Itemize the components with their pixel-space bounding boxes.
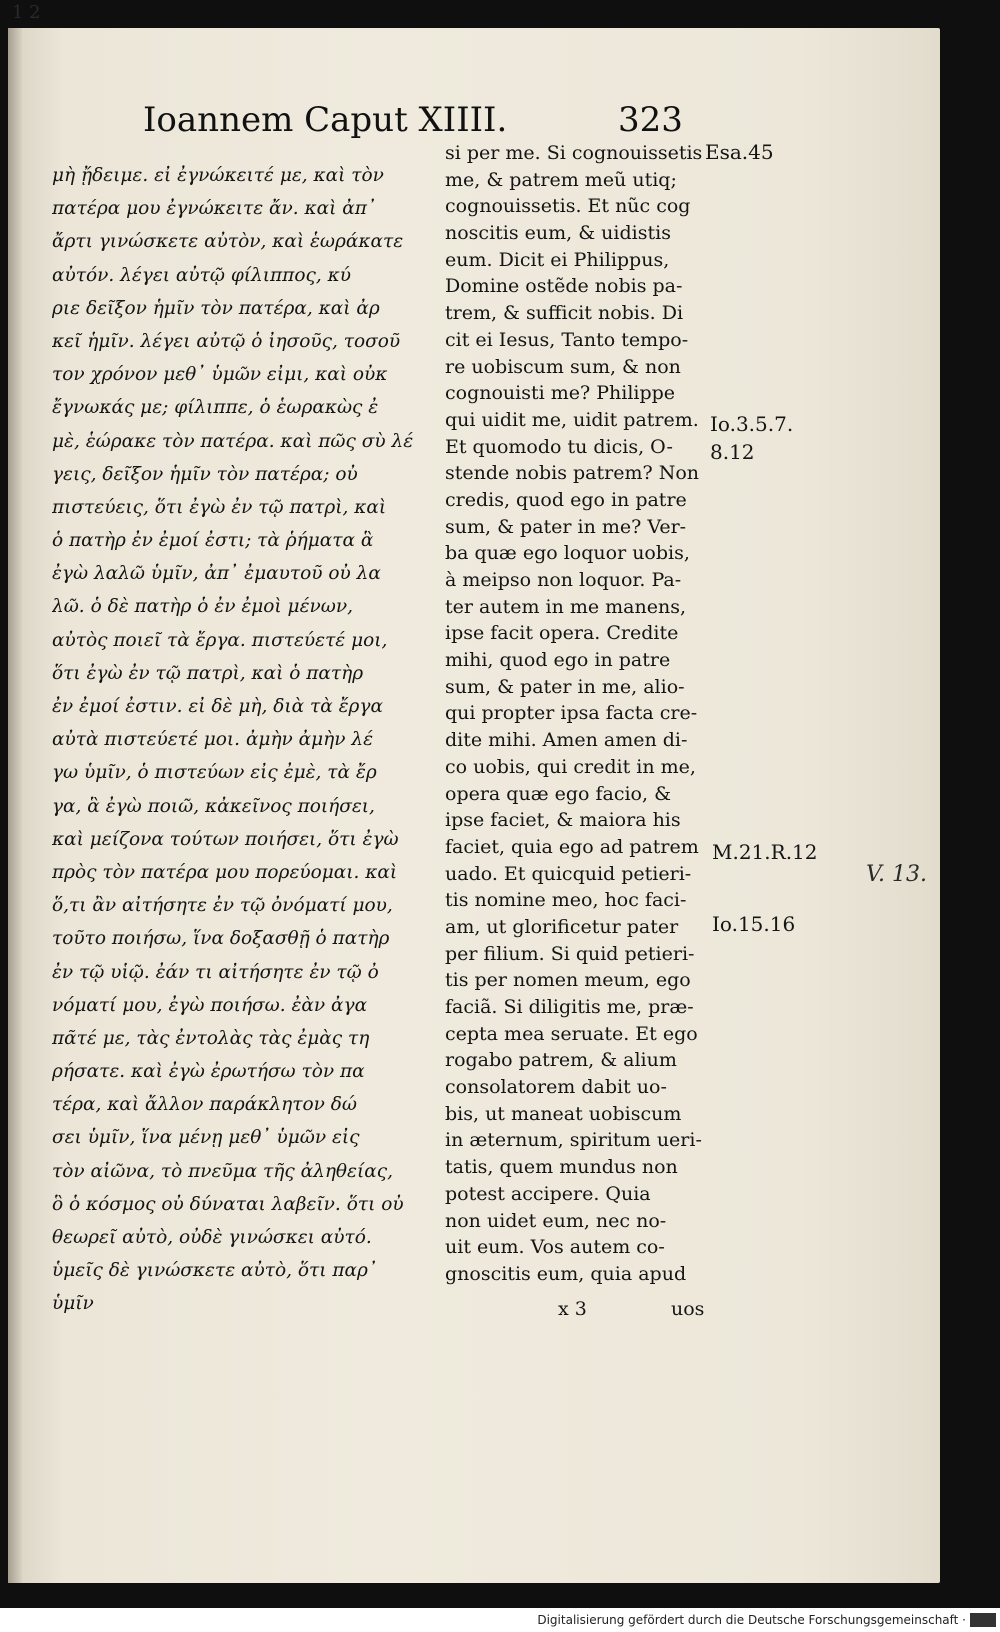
latin-line: dite mihi. Amen amen di-: [445, 729, 688, 752]
greek-line: πρὸς τὸν πατέρα μου πορεύομαι. καὶ: [52, 861, 398, 883]
latin-line: qui uidit me, uidit patrem.: [445, 408, 699, 431]
latin-line: uado. Et quicquid petieri-: [445, 862, 692, 885]
top-margin-scribble: [0, 0, 200, 30]
greek-line: ρήσατε. καὶ ἐγὼ ἐρωτήσω τὸν πα: [52, 1061, 365, 1083]
greek-line: ἔγνωκάς με; φίλιππε, ὁ ἑωρακὼς ἐ: [52, 397, 379, 419]
greek-line: γεις, δεῖξον ἡμῖν τὸν πατέρα; οὐ: [52, 463, 358, 485]
greek-line: αὐτὰ πιστεύετέ μοι. ἀμὴν ἀμὴν λέ: [52, 729, 374, 751]
margin-note-io: Io.3.5.7.: [710, 412, 794, 436]
greek-line: πᾶτέ με, τὰς ἐντολὰς τὰς ἐμὰς τη: [52, 1027, 370, 1049]
greek-line: γω ὑμῖν, ὁ πιστεύων εἰς ἐμὲ, τὰ ἔρ: [52, 762, 377, 784]
greek-line: θεωρεῖ αὐτὸ, οὐδὲ γινώσκει αὐτό.: [52, 1227, 372, 1248]
greek-line: νόματί μου, ἐγὼ ποιήσω. ἐὰν ἀγα: [52, 994, 368, 1016]
corner-marks: 1 2: [12, 2, 41, 23]
latin-line: trem, & sufficit nobis. Di: [445, 302, 684, 325]
latin-line: cognouissetis. Et nũc cog: [445, 195, 691, 218]
latin-line: si per me. Si cognouissetis: [445, 142, 703, 164]
handwritten-annotation: V. 13.: [866, 862, 928, 887]
greek-line: σει ὑμῖν, ἵνα μένῃ μεθ᾽ ὑμῶν εἰς: [52, 1127, 360, 1149]
latin-line: cepta mea seruate. Et ego: [445, 1022, 698, 1045]
latin-line: ter autem in me manens,: [445, 595, 687, 618]
latin-line: eum. Dicit ei Philippus,: [445, 248, 670, 271]
greek-line: ἐν τῷ υἱῷ. ἐάν τι αἰτήσητε ἐν τῷ ὀ: [52, 961, 379, 983]
greek-line: τὸν αἰῶνα, τὸ πνεῦμα τῆς ἀληθείας,: [52, 1160, 393, 1182]
latin-line: ipse facit opera. Credite: [445, 622, 679, 645]
greek-line: πατέρα μου ἐγνώκειτε ἄν. καὶ ἀπ᾽: [52, 198, 377, 220]
footer-credit: Digitalisierung gefördert durch die Deutsche Forschungsgemeinschaft ·: [537, 1613, 966, 1627]
latin-line: tatis, quem mundus non: [445, 1156, 678, 1179]
greek-line: ὅτι ἐγὼ ἐν τῷ πατρὶ, καὶ ὁ πατὴρ: [52, 662, 364, 684]
dfg-logo-icon: [970, 1613, 996, 1627]
greek-line: αὐτὸς ποιεῖ τὰ ἔργα. πιστεύετέ μοι,: [52, 629, 388, 651]
latin-line: me, & patrem meũ utiq;: [445, 168, 677, 191]
latin-line: stende nobis patrem? Non: [445, 462, 700, 485]
latin-line: tis nomine meo, hoc faci-: [445, 889, 687, 912]
latin-line: per filium. Si quid petieri-: [445, 942, 695, 965]
greek-line: τοῦτο ποιήσω, ἵνα δοξασθῇ ὁ πατὴρ: [52, 928, 390, 950]
margin-note-io-15: Io.15.16: [712, 912, 796, 936]
latin-line: à meipso non loquor. Pa-: [445, 569, 682, 591]
page-gutter: [8, 28, 22, 1583]
running-head: Ioannem Caput XIIII.: [143, 100, 508, 140]
latin-line: faciet, quia ego ad patrem: [445, 835, 699, 858]
latin-line: opera quæ ego facio, &: [445, 782, 671, 805]
latin-line: Et quomodo tu dicis, O-: [445, 435, 673, 458]
digitization-footer: [0, 1608, 1000, 1632]
latin-line: Domine ostẽde nobis pa-: [445, 275, 683, 298]
greek-line: ἐν ἐμοί ἐστιν. εἰ δὲ μὴ, διὰ τὰ ἔργα: [52, 696, 383, 717]
greek-line: πιστεύεις, ὅτι ἐγὼ ἐν τῷ πατρὶ, καὶ: [52, 496, 387, 518]
latin-line: in æternum, spiritum ueri-: [445, 1129, 702, 1152]
greek-line: γα, ἃ ἐγὼ ποιῶ, κἀκεῖνος ποιήσει,: [52, 795, 375, 817]
greek-line: ἄρτι γινώσκετε αὐτὸν, καὶ ἑωράκατε: [52, 231, 404, 253]
greek-line: κεῖ ἡμῖν. λέγει αὐτῷ ὁ ἰησοῦς, τοσοῦ: [52, 330, 401, 352]
greek-line: λῶ. ὁ δὲ πατὴρ ὁ ἐν ἐμοὶ μένων,: [52, 596, 353, 618]
latin-line: ba quæ ego loquor uobis,: [445, 542, 690, 565]
signature-mark: x 3: [558, 1298, 587, 1320]
greek-line: ὅ,τι ἂν αἰτήσητε ἐν τῷ ὀνόματί μου,: [52, 895, 393, 917]
greek-line: μὲ, ἑώρακε τὸν πατέρα. καὶ πῶς σὺ λέ: [52, 430, 414, 452]
latin-line: co uobis, qui credit in me,: [445, 755, 696, 778]
greek-line: μὴ ᾔδειμε. εἰ ἐγνώκειτέ με, καὶ τὸν: [52, 165, 384, 186]
greek-line: ὁ πατὴρ ἐν ἐμοί ἐστι; τὰ ῥήματα ἃ: [52, 530, 374, 552]
greek-line: καὶ μείζονα τούτων ποιήσει, ὅτι ἐγὼ: [52, 828, 399, 850]
latin-line: tis per nomen meum, ego: [445, 969, 691, 992]
latin-line: gnoscitis eum, quia apud: [445, 1262, 687, 1285]
latin-line: uit eum. Vos autem co-: [445, 1236, 665, 1259]
latin-line: rogabo patrem, & alium: [445, 1049, 677, 1072]
latin-line: bis, ut maneat uobiscum: [445, 1102, 682, 1125]
latin-line: noscitis eum, & uidistis: [445, 222, 671, 245]
latin-line: credis, quod ego in patre: [445, 488, 687, 511]
margin-note-matthew: M.21.R.12: [712, 840, 818, 864]
latin-line: ipse faciet, & maiora his: [445, 809, 681, 832]
latin-line: consolatorem dabit uo-: [445, 1076, 667, 1099]
greek-line: ἐγὼ λαλῶ ὑμῖν, ἀπ᾽ ἐμαυτοῦ οὐ λα: [52, 563, 381, 585]
latin-line: mihi, quod ego in patre: [445, 649, 671, 672]
latin-line: cit ei Iesus, Tanto tempo-: [445, 328, 689, 351]
catchword: uos: [671, 1298, 705, 1320]
latin-line: potest accipere. Quia: [445, 1182, 651, 1205]
latin-line: re uobiscum sum, & non: [445, 355, 681, 378]
greek-line: αὐτόν. λέγει αὐτῷ φίλιππος, κύ: [52, 264, 351, 286]
page-number: 323: [618, 100, 683, 140]
latin-line: non uidet eum, nec no-: [445, 1209, 667, 1232]
margin-note-io-cont: 8.12: [710, 440, 755, 464]
greek-line: ὑμεῖς δὲ γινώσκετε αὐτὸ, ὅτι παρ᾽: [52, 1260, 378, 1282]
greek-line: τέρα, καὶ ἄλλον παράκλητον δώ: [52, 1094, 357, 1116]
latin-line: qui propter ipsa facta cre-: [445, 702, 698, 725]
latin-line: cognouisti me? Philippe: [445, 382, 676, 405]
latin-line: faciã. Si diligitis me, præ-: [445, 996, 694, 1018]
greek-line: ὑμῖν: [52, 1293, 94, 1315]
greek-text-column: [52, 159, 442, 1321]
greek-line: ὃ ὁ κόσμος οὐ δύναται λαβεῖν. ὅτι οὐ: [52, 1193, 404, 1215]
latin-line: sum, & pater in me? Ver-: [445, 515, 687, 538]
greek-line: ριε δεῖξον ἡμῖν τὸν πατέρα, καὶ ἀρ: [52, 297, 380, 319]
latin-text-column: [445, 140, 715, 1288]
margin-note-esa: Esa.45: [705, 140, 774, 164]
greek-line: τον χρόνον μεθ᾽ ὑμῶν εἰμι, καὶ οὐκ: [52, 364, 388, 386]
latin-line: am, ut glorificetur pater: [445, 915, 679, 938]
latin-line: sum, & pater in me, alio-: [445, 675, 685, 698]
